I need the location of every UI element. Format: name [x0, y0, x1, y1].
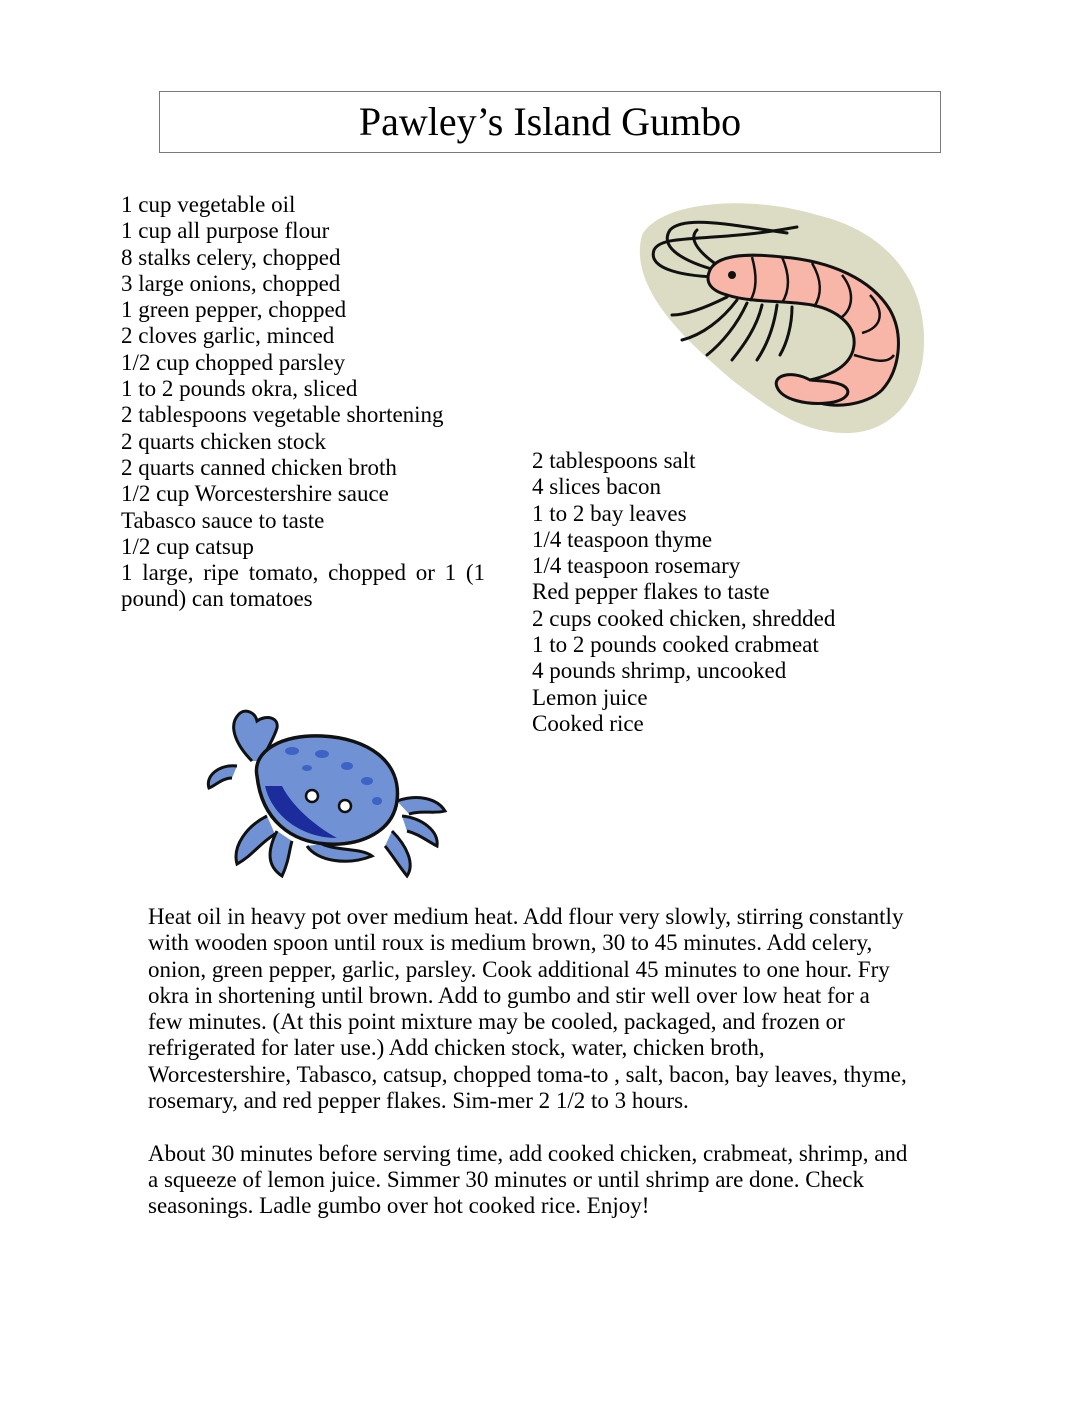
- ingredient-item: 1/2 cup chopped parsley: [121, 349, 346, 375]
- instruction-paragraph: Heat oil in heavy pot over medium heat. Add flour very slowly, stirring constantly with wooden spoon until roux is medium brown, 30 to 45 minutes. Add celery, onion, green pepper, garlic, parsley. Cook additional 45 minutes to one hour. Fry okra in shortening until brown. Add to gumbo and stir well over low heat for a few minutes. (At this point mixture may be cooled, packaged, and frozen or refrigerated for later use.) Add chicken stock, water, chicken broth, Worcestershire, Tabasco, catsup, chopped toma-to , salt, bacon, bay leaves, thyme, rosemary, and red pepper flakes. Sim-mer 2 1/2 to 3 hours.: [148, 904, 907, 1114]
- ingredient-item: 2 cloves garlic, minced: [121, 323, 335, 349]
- ingredient-item: 2 quarts chicken stock: [121, 428, 327, 454]
- ingredient-item: 1/2 cup catsup: [121, 533, 254, 559]
- title-box: [159, 91, 941, 153]
- ingredient-item: 2 tablespoons vegetable shortening: [121, 402, 444, 428]
- ingredient-item: 2 quarts canned chicken broth: [121, 454, 397, 480]
- ingredient-item: 3 large onions, chopped: [121, 270, 341, 296]
- shrimp-clipart-icon: [632, 195, 926, 435]
- ingredient-item: 1 to 2 pounds okra, sliced: [121, 376, 358, 402]
- instructions: [148, 904, 910, 1246]
- ingredient-item: 1/2 cup Worcestershire sauce: [121, 481, 389, 507]
- crab-clipart-icon: [197, 706, 455, 884]
- ingredient-item: 1 to 2 bay leaves: [532, 500, 687, 526]
- ingredient-item: 1 to 2 pounds cooked crabmeat: [532, 632, 819, 658]
- recipe-title: Pawley’s Island Gumbo: [358, 99, 742, 144]
- ingredient-item: 2 tablespoons salt: [532, 448, 696, 473]
- ingredient-item: 4 pounds shrimp, uncooked: [532, 658, 787, 684]
- ingredient-item: Tabasco sauce to taste: [121, 507, 325, 533]
- ingredient-list-left: [121, 192, 485, 613]
- ingredient-item: Lemon juice: [532, 684, 648, 710]
- ingredient-item: 1/4 teaspoon thyme: [532, 526, 713, 552]
- ingredient-item: Cooked rice: [532, 710, 644, 736]
- ingredient-item: 8 stalks celery, chopped: [121, 244, 341, 270]
- ingredient-item: 1 cup all purpose flour: [121, 218, 330, 244]
- ingredient-item: 4 slices bacon: [532, 474, 662, 500]
- instruction-paragraph: About 30 minutes before serving time, add cooked chicken, crabmeat, shrimp, and a squeeze of lemon juice. Simmer 30 minutes or until shrimp are done. Check seasonings. Ladle gumbo over hot cooked rice. Enjoy!: [148, 1140, 908, 1219]
- ingredient-item: 1 green pepper, chopped: [121, 297, 347, 323]
- ingredient-item: Red pepper flakes to taste: [532, 579, 770, 605]
- ingredient-item: 1 cup vegetable oil: [121, 192, 296, 217]
- ingredient-list-right: [532, 448, 892, 737]
- ingredient-item: 1 large, ripe tomato, chopped or 1 (1 pound) can tomatoes: [121, 560, 485, 612]
- ingredient-item: 2 cups cooked chicken, shredded: [532, 605, 836, 631]
- ingredient-item: 1/4 teaspoon rosemary: [532, 553, 741, 579]
